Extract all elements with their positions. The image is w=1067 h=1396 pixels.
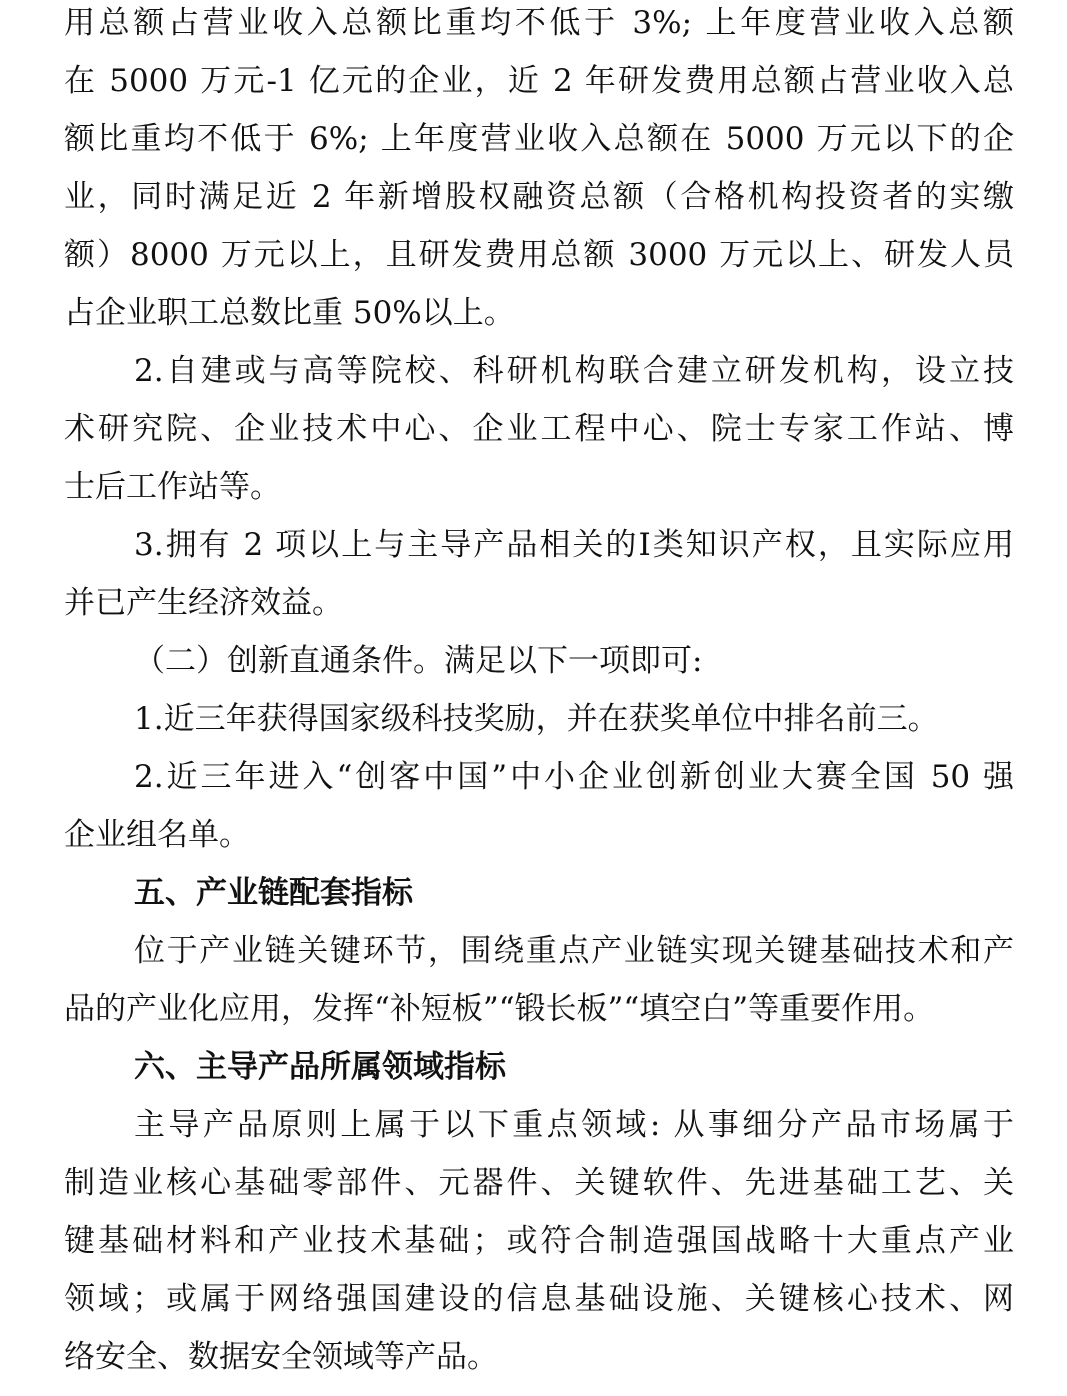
text-line: 士后工作站等。 bbox=[64, 469, 281, 505]
text-line: 领域；或属于网络强国建设的信息基础设施、关键核心技术、网 bbox=[64, 1281, 1014, 1317]
text-line: 并已产生经济效益。 bbox=[64, 585, 343, 621]
section-subheading: （二）创新直通条件。满足以下一项即可: bbox=[134, 643, 703, 679]
text-line: 主导产品原则上属于以下重点领域: 从事细分产品市场属于 bbox=[134, 1107, 1014, 1143]
text-line: 占企业职工总数比重 50%以上。 bbox=[64, 295, 515, 331]
text-line: 2.近三年进入“创客中国”中小企业创新创业大赛全国 50 强 bbox=[134, 759, 1014, 795]
text-line: 1.近三年获得国家级科技奖励，并在获奖单位中排名前三。 bbox=[134, 701, 939, 737]
text-line: 2.自建或与高等院校、科研机构联合建立研发机构，设立技 bbox=[134, 353, 1014, 389]
text-line: 制造业核心基础零部件、元器件、关键软件、先进基础工艺、关 bbox=[64, 1165, 1014, 1201]
text-line: 额）8000 万元以上，且研发费用总额 3000 万元以上、研发人员 bbox=[64, 237, 1014, 273]
text-line: 用总额占营业收入总额比重均不低于 3%; 上年度营业收入总额 bbox=[64, 5, 1014, 41]
text-line: 键基础材料和产业技术基础；或符合制造强国战略十大重点产业 bbox=[64, 1223, 1014, 1259]
text-line: 业，同时满足近 2 年新增股权融资总额（合格机构投资者的实缴 bbox=[64, 179, 1014, 215]
section-heading: 五、产业链配套指标 bbox=[134, 875, 413, 911]
text-line: 术研究院、企业技术中心、企业工程中心、院士专家工作站、博 bbox=[64, 411, 1014, 447]
text-line: 络安全、数据安全领域等产品。 bbox=[64, 1339, 498, 1375]
section-heading: 六、主导产品所属领域指标 bbox=[134, 1049, 506, 1085]
text-line: 品的产业化应用，发挥“补短板”“锻长板”“填空白”等重要作用。 bbox=[64, 991, 935, 1027]
text-line: 在 5000 万元-1 亿元的企业，近 2 年研发费用总额占营业收入总 bbox=[64, 63, 1014, 99]
text-line: 额比重均不低于 6%; 上年度营业收入总额在 5000 万元以下的企 bbox=[64, 121, 1014, 157]
text-line: 位于产业链关键环节，围绕重点产业链实现关键基础技术和产 bbox=[134, 933, 1014, 969]
text-line: 企业组名单。 bbox=[64, 817, 250, 853]
text-line: 3.拥有 2 项以上与主导产品相关的I类知识产权，且实际应用 bbox=[134, 527, 1014, 563]
